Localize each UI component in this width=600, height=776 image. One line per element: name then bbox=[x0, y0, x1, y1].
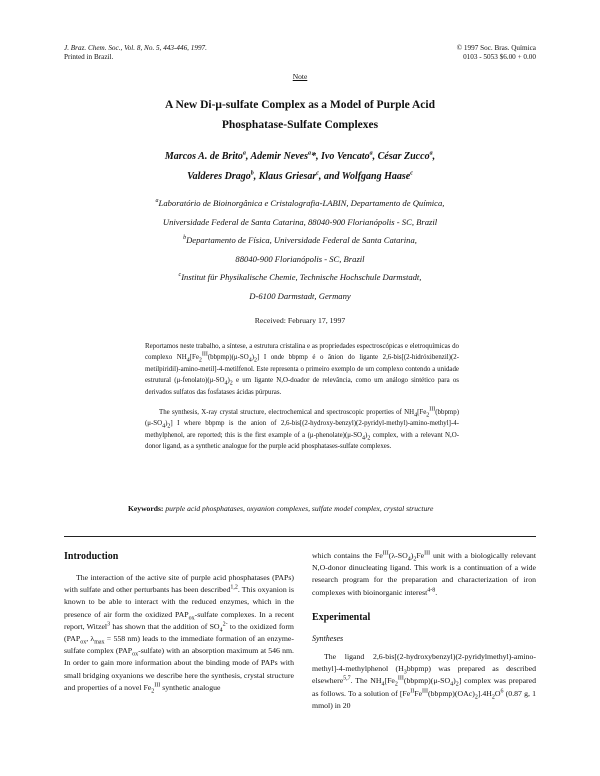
experimental-paragraph bbox=[312, 651, 536, 712]
author-name: Klaus Griesar bbox=[258, 171, 317, 182]
reference-mark: 3 bbox=[107, 621, 111, 628]
subscript: 2 bbox=[367, 435, 371, 442]
subscript: ox bbox=[80, 639, 87, 646]
subscript: 2 bbox=[474, 694, 478, 701]
subscript: 2 bbox=[426, 412, 430, 419]
author-name: César Zucco bbox=[377, 151, 430, 162]
body-text: [Fe bbox=[384, 676, 395, 686]
body-text: Fe bbox=[414, 688, 423, 698]
superscript: 2- bbox=[222, 621, 228, 628]
body-text: Fe bbox=[416, 551, 425, 560]
abstract-text: The synthesis, X-ray crystal structure, electrochemical and spectroscopic properties of NH bbox=[159, 409, 415, 416]
subscript: 4 bbox=[219, 627, 223, 634]
subscript: 2 bbox=[151, 688, 155, 695]
abstract-portuguese bbox=[145, 341, 459, 398]
affiliation-b-line-2: 88040-900 Florianópolis - SC, Brazil bbox=[235, 253, 365, 264]
body-text: to the oxidized form (PAP bbox=[64, 621, 294, 644]
journal-header bbox=[64, 44, 207, 62]
subscript: 4 bbox=[407, 556, 411, 563]
superscript: III bbox=[422, 688, 429, 695]
body-text: The ligand 2,6-bis[(2-hydroxybenzyl)(2-pyridylmethyl)-amino-methyl]-4-methylphenol (H bbox=[312, 652, 536, 674]
author-affil-mark: a bbox=[429, 150, 433, 157]
author-list bbox=[60, 147, 540, 187]
affil-mark: c bbox=[178, 272, 182, 279]
affil-mark: a bbox=[155, 198, 159, 205]
author-name: Ivo Vencato bbox=[321, 151, 370, 162]
subscript: max bbox=[94, 639, 105, 646]
body-text: ) bbox=[453, 676, 456, 686]
introduction-continuation bbox=[312, 550, 536, 599]
superscript: III bbox=[154, 682, 161, 689]
abstract-text: ] I where bbpmp is the anion of 2,6-bis[(2-hydroxy-benzyl)(2-pyridyl-methyl)-amino-methyl]-4-methylphenol, are reported; this is the first example of a (μ-phenolate)(μ-SO bbox=[145, 420, 459, 439]
paper-title bbox=[60, 95, 540, 135]
body-text: -sulfate) with an absorption maximum at 546 nm. In order to gain more information about the binding mode of PAPs with small bridging oxyanions we describe here the synthesis, crystal structure and properties of a novel Fe bbox=[64, 646, 295, 692]
abstract-text: ] I onde bbpmp é o ânion do ligante 2,6-bis[(2-hidróxibenzil)(2-metilpiridil)-amino-metil]-4-metilfenol. Este representa o primeiro exemplo de um complexo contendo a unidade estrutural (μ-fenolato)(μ-SO bbox=[145, 354, 459, 385]
issn-price: 0103 - 5053 $6.00 + 0.00 bbox=[463, 53, 536, 61]
body-text: . bbox=[435, 587, 438, 597]
abstract-text: (bbpmp)(μ-SO bbox=[145, 409, 459, 428]
subscript: 4 bbox=[362, 435, 366, 442]
author-affil-mark: c bbox=[410, 170, 413, 177]
author-line-2 bbox=[60, 167, 540, 187]
abstract-text: [Fe bbox=[417, 409, 427, 416]
author-name: Ademir Neves bbox=[250, 151, 309, 162]
left-column bbox=[64, 550, 294, 694]
abstract-text: e um ligante N,O-doador de relevância, como um análogo sintético para os derivados sulfatos das fosfatases ácidas púrpuras. bbox=[145, 377, 459, 396]
note-label: Note bbox=[292, 72, 308, 81]
received-date: Received: February 17, 1997 bbox=[254, 316, 346, 325]
subscript: 3 bbox=[403, 669, 407, 676]
superscript: II bbox=[410, 688, 415, 695]
affil-text: Institut für Physikalische Chemie, Technische Hochschule Darmstadt, bbox=[181, 272, 422, 283]
affiliations bbox=[60, 194, 540, 306]
introduction-paragraph bbox=[64, 572, 294, 694]
subscript: 2 bbox=[394, 681, 398, 688]
body-text: ) bbox=[410, 551, 414, 560]
reference-mark: 4-8 bbox=[427, 587, 436, 594]
body-text: bbpmp) was prepared as described elsewhere bbox=[312, 664, 536, 686]
author-name: Marcos A. de Brito bbox=[164, 151, 243, 162]
subscript: 4 bbox=[414, 412, 418, 419]
abstract-english bbox=[145, 407, 459, 453]
introduction-heading: Introduction bbox=[64, 551, 119, 562]
body-text: synthetic analogue bbox=[160, 682, 221, 692]
reference-mark: 5,7 bbox=[343, 675, 351, 682]
abstract-text: ) bbox=[165, 420, 168, 428]
author-affil-mark: a bbox=[308, 150, 312, 157]
author-separator: , bbox=[253, 171, 259, 182]
abstract-text: Reportamos neste trabalho, a síntese, a estrutura cristalina e as propriedades espectroscópicas e eletroquímicas do complexo NH bbox=[145, 343, 459, 362]
body-text: , λ bbox=[86, 634, 95, 644]
author-separator: , bbox=[432, 151, 436, 162]
abstract-text: [Fe bbox=[189, 354, 199, 362]
abstract-text: ) bbox=[251, 354, 254, 362]
syntheses-subheading: Syntheses bbox=[312, 633, 344, 643]
body-text: . This oxyanion is known to be able to interact with the reduced enzymes, which in the presence of air form the oxidized PAP bbox=[64, 585, 294, 619]
copyright: © 1997 Soc. Bras. Química bbox=[456, 44, 536, 52]
abstract-text: (bbpmp)(μ-SO bbox=[207, 354, 249, 362]
subscript: 4 bbox=[162, 423, 166, 430]
reference-mark: 6 bbox=[500, 688, 504, 695]
affil-mark: b bbox=[183, 235, 187, 242]
journal-citation: J. Braz. Chem. Soc., Vol. 8, No. 5, 443-446, 1997. bbox=[64, 44, 207, 52]
subscript: ox bbox=[132, 651, 139, 658]
experimental-heading: Experimental bbox=[312, 611, 371, 623]
body-text: unit with a biologically relevant N,O-donor dinucleating ligand. This work is a continuation of a wide research program for the preparation and characterization of iron complexes with bioinorganic interest bbox=[312, 551, 536, 597]
affiliation-a-line-2: Universidade Federal de Santa Catarina, 88040-900 Florianópolis - SC, Brazil bbox=[162, 216, 438, 227]
title-line-1: A New Di-μ-sulfate Complex as a Model of Purple Acid bbox=[164, 99, 436, 111]
author-name: Valderes Drago bbox=[187, 171, 251, 182]
reference-mark: 1,2 bbox=[230, 584, 238, 591]
body-text: O bbox=[494, 688, 501, 698]
superscript: III bbox=[397, 675, 404, 682]
body-text: . The NH bbox=[350, 676, 382, 686]
subscript: 2 bbox=[413, 556, 417, 563]
title-line-2: Phosphatase-Sulfate Complexes bbox=[221, 119, 379, 131]
subscript: 2 bbox=[491, 694, 495, 701]
author-affil-mark: a bbox=[242, 150, 246, 157]
author-separator: *, bbox=[311, 151, 322, 162]
affiliation-a-line-1 bbox=[60, 194, 540, 213]
superscript: III bbox=[429, 406, 436, 413]
author-line-1 bbox=[60, 147, 540, 167]
body-text: -sulfate complexes. In a recent report, Witzel bbox=[64, 609, 294, 631]
superscript: III bbox=[382, 550, 389, 557]
affiliation-c-line-2: D-6100 Darmstadt, Germany bbox=[249, 290, 351, 301]
affil-text: Laboratório de Bioinorgânica e Cristalografia-LABIN, Departamento de Química, bbox=[158, 198, 445, 208]
right-column bbox=[312, 550, 536, 712]
body-text: (bbpmp)(OAc) bbox=[428, 688, 475, 698]
subscript: 2 bbox=[455, 681, 459, 688]
author-affil-mark: b bbox=[250, 170, 254, 177]
keywords-label: Keywords: bbox=[128, 504, 164, 513]
author-separator: , and bbox=[318, 171, 342, 182]
subscript: 4 bbox=[186, 357, 190, 364]
body-text: has shown that the addition of SO bbox=[110, 621, 220, 631]
author-separator: , bbox=[245, 151, 251, 162]
abstract-text: complex, with a relevant N,O-donor ligand, as a synthetic analogue for the purple acid phosphatases-sulfate complexes. bbox=[145, 431, 459, 451]
abstract-text: ) bbox=[365, 431, 368, 439]
body-text: (bbpmp)(μ-SO bbox=[403, 676, 451, 686]
affiliation-b-line-1 bbox=[60, 231, 540, 250]
body-text: = 558 nm) leads to the immediate formation of an enzyme-sulfate complex (PAP bbox=[64, 634, 294, 656]
abstract-text: ) bbox=[227, 377, 230, 385]
author-affil-mark: c bbox=[316, 170, 319, 177]
author-name: Wolfgang Haase bbox=[341, 171, 411, 182]
subscript: 4 bbox=[248, 357, 252, 364]
body-text: The interaction of the active site of purple acid phosphatases (PAPs) with sulfate and other perturbants has been described bbox=[64, 573, 294, 595]
body-text: (λ-SO bbox=[388, 551, 408, 560]
copyright-header bbox=[457, 44, 536, 62]
keywords bbox=[128, 503, 476, 515]
keywords-text: purple acid phosphatases, oxyanion complexes, sulfate model complex, crystal structure bbox=[165, 504, 434, 513]
affiliation-c-line-1 bbox=[60, 268, 540, 287]
superscript: III bbox=[201, 352, 208, 359]
section-divider bbox=[64, 536, 536, 537]
author-affil-mark: a bbox=[369, 150, 373, 157]
affil-text: Departamento de Física, Universidade Federal de Santa Catarina, bbox=[186, 235, 417, 246]
body-text: ] complex was prepared as follows. To a solution of [Fe bbox=[312, 676, 537, 698]
subscript: 4 bbox=[381, 681, 385, 688]
subscript: 2 bbox=[254, 357, 257, 364]
body-text: which contains the Fe bbox=[312, 551, 383, 560]
subscript: 4 bbox=[450, 681, 454, 688]
author-separator: , bbox=[372, 151, 378, 162]
superscript: III bbox=[424, 550, 431, 557]
body-text: ].4H bbox=[477, 688, 492, 698]
subscript: ox bbox=[188, 615, 195, 622]
subscript: 2 bbox=[229, 380, 233, 387]
subscript: 2 bbox=[167, 423, 171, 430]
printed-in: Printed in Brazil. bbox=[64, 53, 114, 61]
subscript: 4 bbox=[224, 380, 228, 387]
subscript: 2 bbox=[198, 357, 202, 364]
body-text: (0.87 g, 1 mmol) in 20 bbox=[312, 688, 537, 710]
